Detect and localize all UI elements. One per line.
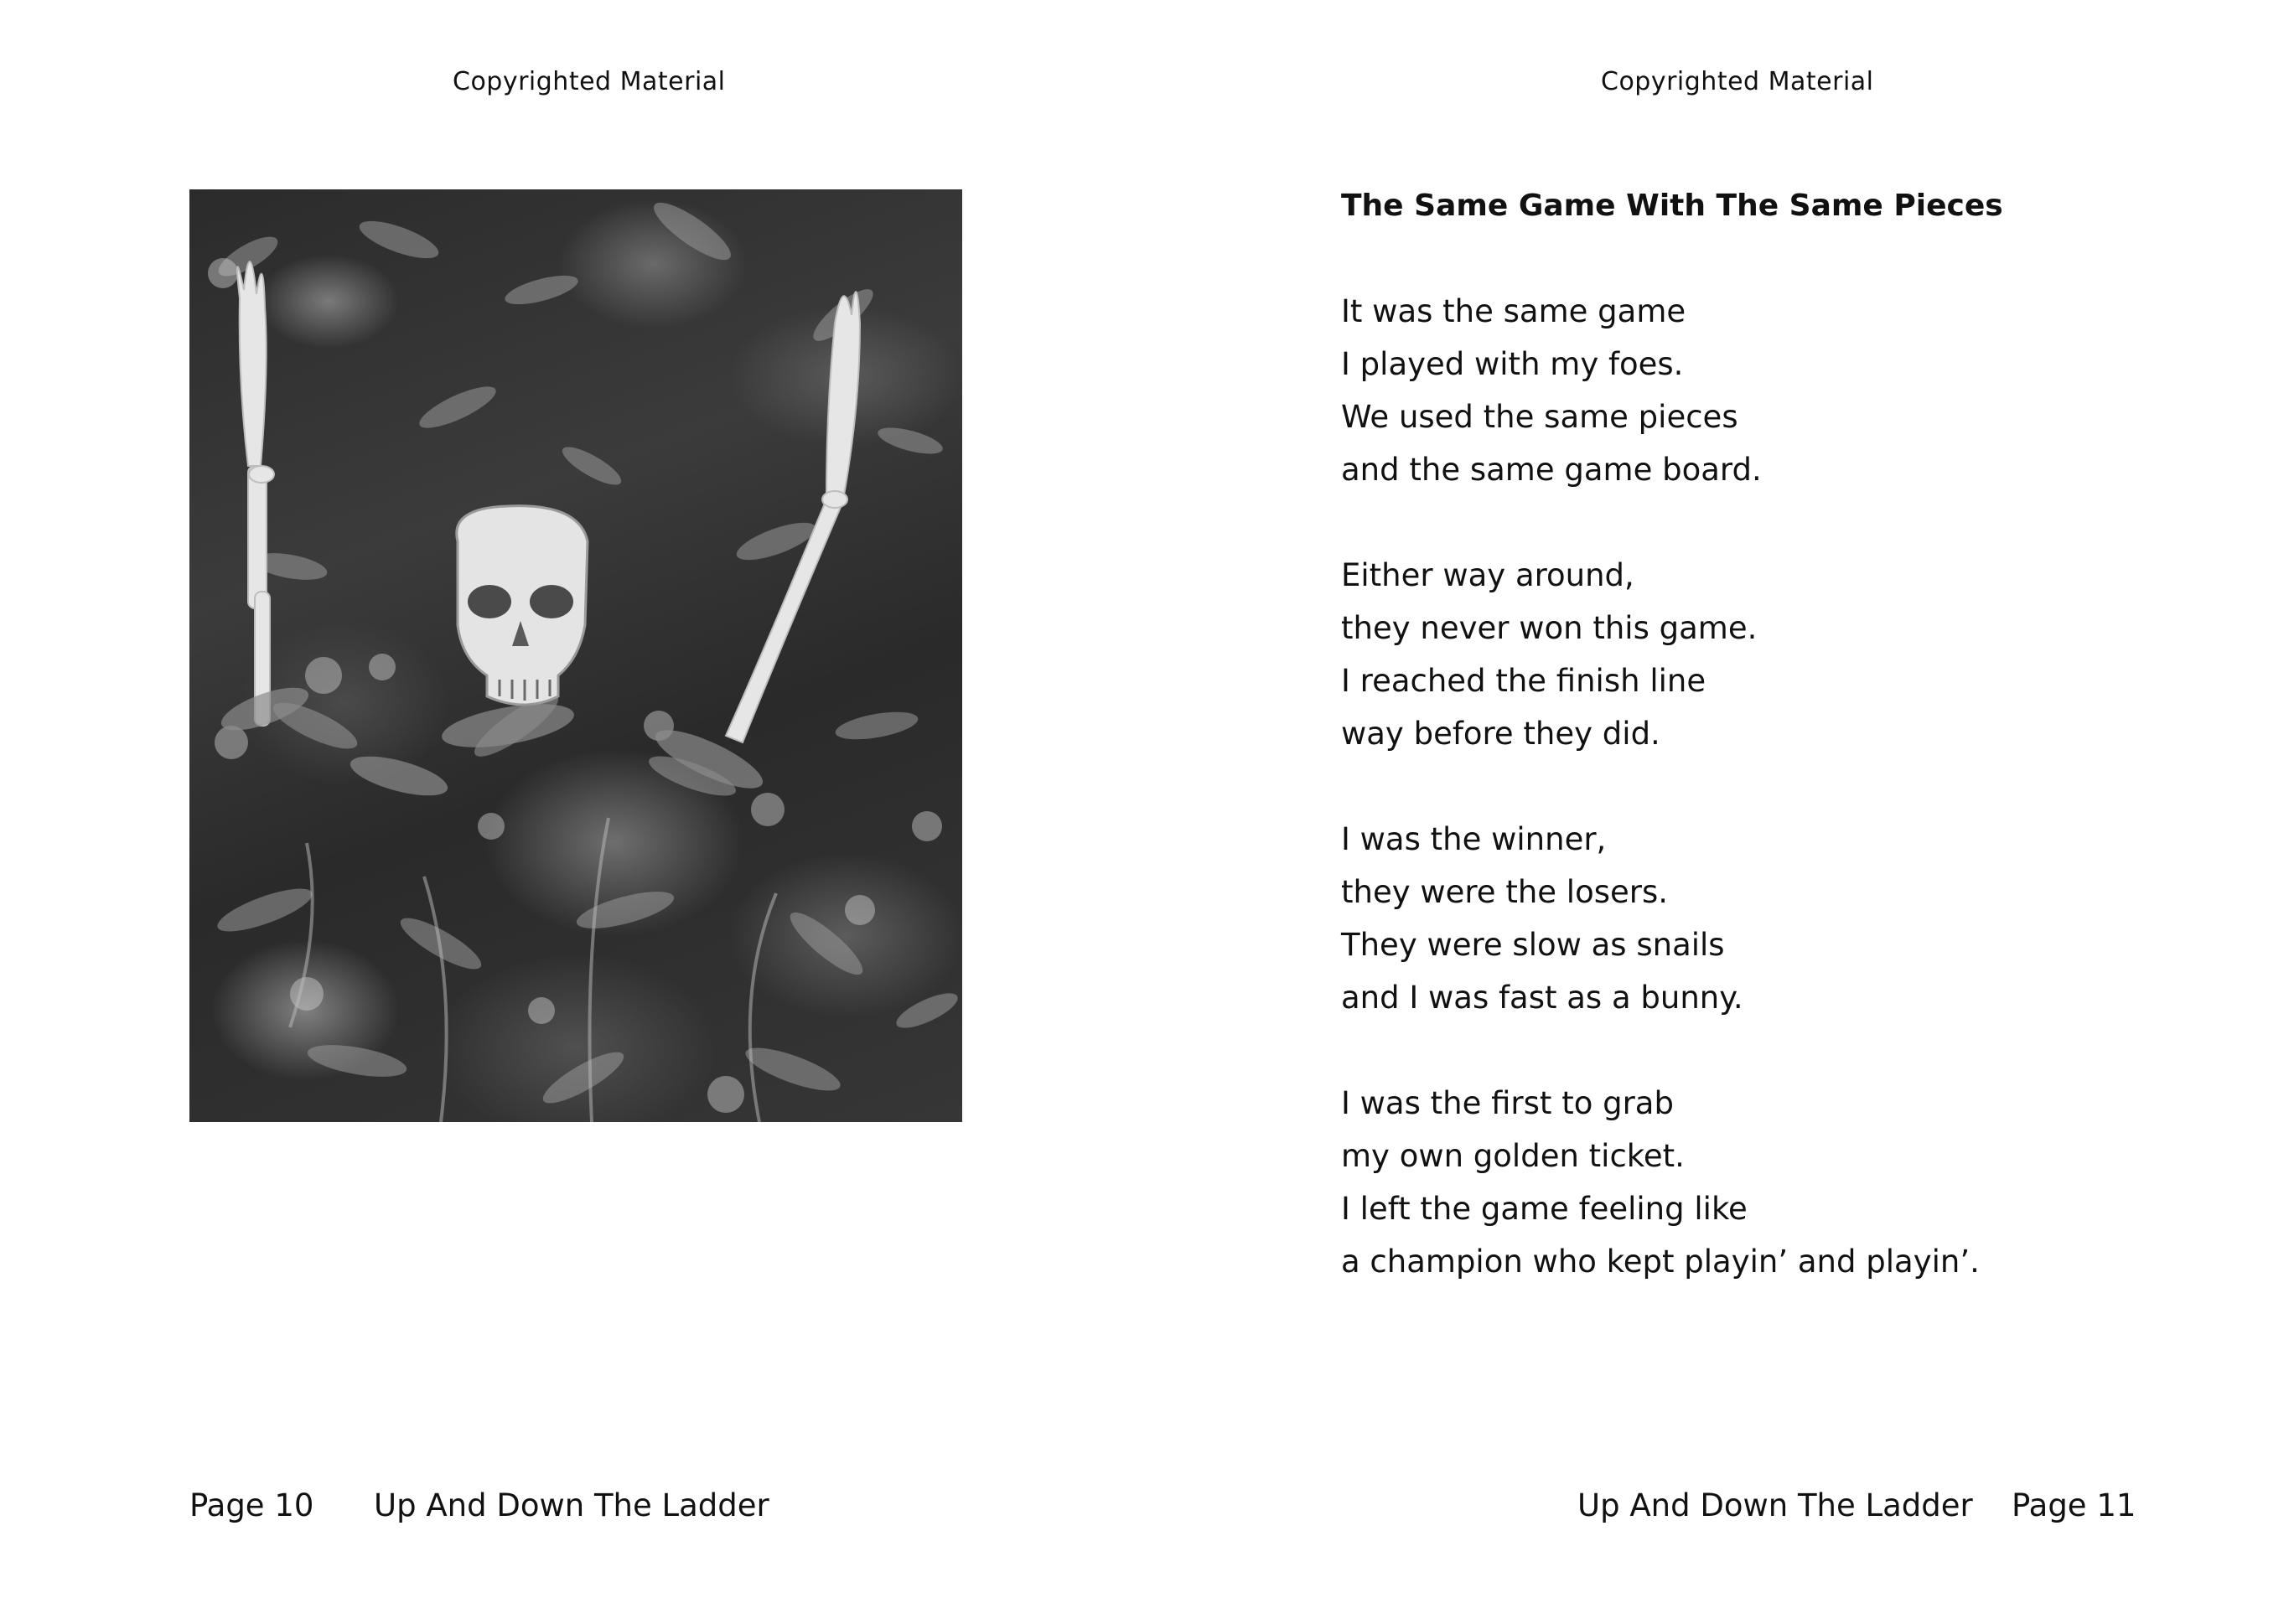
right-copyright-header: Copyrighted Material [1601, 67, 1874, 96]
poem-line: I reached the finish line [1341, 663, 1706, 699]
left-page-number: Page 10 [189, 1487, 314, 1523]
poem-title: The Same Game With The Same Pieces [1341, 189, 2003, 223]
right-page [1145, 0, 2289, 1624]
poem-stanza [1341, 813, 2179, 1024]
left-running-title: Up And Down The Ladder [374, 1487, 769, 1523]
poem-line: I left the game feeling like [1341, 1191, 1748, 1227]
skeleton-garden-photo [189, 189, 962, 1122]
skeleton-illustration [189, 189, 962, 1122]
poem-line: they never won this game. [1341, 610, 1758, 646]
skull [457, 506, 588, 705]
poem-line: a champion who kept playin’ and playin’. [1341, 1244, 1980, 1280]
right-skeleton-arm [726, 292, 860, 742]
poem-line: We used the same pieces [1341, 399, 1738, 435]
poem-line: It was the same game [1341, 293, 1686, 329]
poem-stanza [1341, 1077, 2179, 1288]
poem-line: I was the first to grab [1341, 1085, 1674, 1121]
left-skeleton-arm [237, 261, 274, 726]
poem-line: they were the losers. [1341, 874, 1669, 910]
poem-line: and I was fast as a bunny. [1341, 980, 1743, 1016]
right-page-number: Page 11 [2012, 1487, 2136, 1523]
poem-line: They were slow as snails [1341, 927, 1725, 963]
poem-stanza [1341, 549, 2179, 760]
poem-line: I played with my foes. [1341, 346, 1684, 382]
poem-line: and the same game board. [1341, 452, 1762, 488]
foliage-stems [290, 818, 776, 1122]
poem-line: Either way around, [1341, 557, 1634, 593]
right-running-title: Up And Down The Ladder [1577, 1487, 1973, 1523]
poem [1341, 179, 2179, 1341]
poem-stanza [1341, 285, 2179, 496]
poem-line: I was the winner, [1341, 821, 1607, 857]
poem-line: way before they did. [1341, 716, 1660, 752]
poem-line: my own golden ticket. [1341, 1138, 1685, 1174]
left-page [0, 0, 1144, 1624]
left-copyright-header: Copyrighted Material [453, 67, 726, 96]
